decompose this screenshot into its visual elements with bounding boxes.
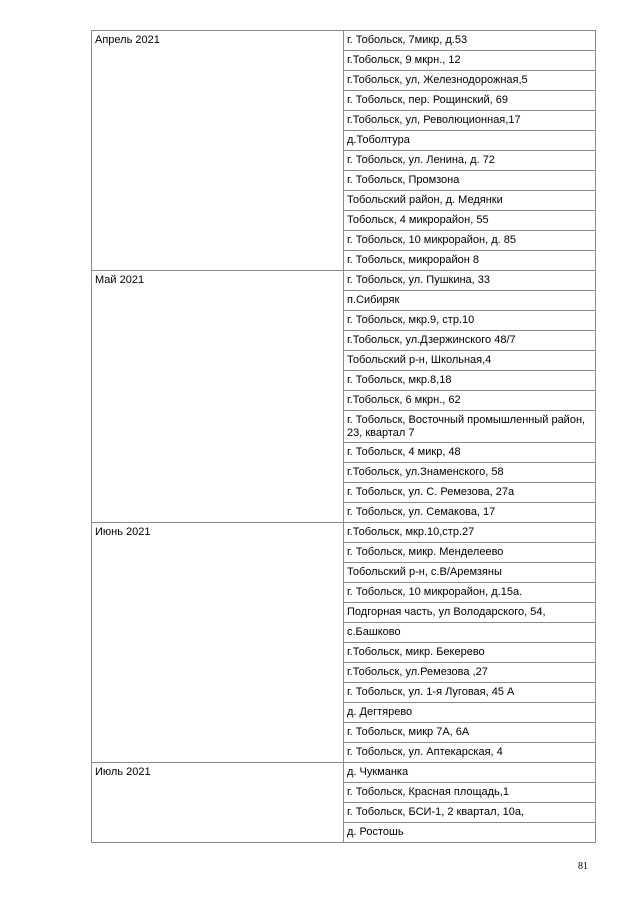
address-cell: г. Тобольск, мкр.8,18 <box>344 371 596 391</box>
address-cell: п.Сибиряк <box>344 291 596 311</box>
address-cell: г.Тобольск, 6 мкрн., 62 <box>344 391 596 411</box>
address-cell: г. Тобольск, микрорайон 8 <box>344 251 596 271</box>
address-cell: г.Тобольск, ул.Ремезова ,27 <box>344 663 596 683</box>
month-cell: Апрель 2021 <box>92 31 344 271</box>
address-cell: г.Тобольск, ул, Революционная,17 <box>344 111 596 131</box>
address-cell: с.Башково <box>344 623 596 643</box>
address-cell: д. Чукманка <box>344 763 596 783</box>
address-cell: г. Тобольск, пер. Рощинский, 69 <box>344 91 596 111</box>
month-cell: Июль 2021 <box>92 763 344 843</box>
address-cell: г. Тобольск, ул. Ленина, д. 72 <box>344 151 596 171</box>
table-row <box>92 31 596 51</box>
address-cell: г. Тобольск, Восточный промышленный район, 23, квартал 7 <box>344 411 596 443</box>
address-cell: г. Тобольск, микр. Менделеево <box>344 543 596 563</box>
address-cell: г. Тобольск, Красная площадь,1 <box>344 783 596 803</box>
address-cell: г. Тобольск, БСИ-1, 2 квартал, 10а, <box>344 803 596 823</box>
address-cell: д. Дегтярево <box>344 703 596 723</box>
month-cell: Июнь 2021 <box>92 523 344 763</box>
table-row <box>92 271 596 291</box>
address-cell: г. Тобольск, ул. Аптекарская, 4 <box>344 743 596 763</box>
month-cell: Май 2021 <box>92 271 344 523</box>
address-cell: Тобольский район, д. Медянки <box>344 191 596 211</box>
address-cell: г. Тобольск, ул. Семакова, 17 <box>344 503 596 523</box>
address-cell: г. Тобольск, 10 микрорайон, д. 85 <box>344 231 596 251</box>
address-cell: Тобольск, 4 микрорайон, 55 <box>344 211 596 231</box>
address-cell: Тобольский р-н, Школьная,4 <box>344 351 596 371</box>
table-row <box>92 523 596 543</box>
address-cell: Подгорная часть, ул Володарского, 54, <box>344 603 596 623</box>
address-cell: г. Тобольск, 4 микр, 48 <box>344 443 596 463</box>
address-cell: г. Тобольск, микр 7А, 6А <box>344 723 596 743</box>
address-cell: г. Тобольск, ул. 1-я Луговая, 45 А <box>344 683 596 703</box>
address-cell: г. Тобольск, ул. С. Ремезова, 27а <box>344 483 596 503</box>
address-cell: г.Тобольск, ул, Железнодорожная,5 <box>344 71 596 91</box>
address-cell: г. Тобольск, 7микр, д.53 <box>344 31 596 51</box>
address-cell: г. Тобольск, Промзона <box>344 171 596 191</box>
address-cell: г.Тобольск, ул.Знаменского, 58 <box>344 463 596 483</box>
address-cell: г. Тобольск, 10 микрорайон, д.15а. <box>344 583 596 603</box>
address-cell: г.Тобольск, мкр.10,стр.27 <box>344 523 596 543</box>
address-cell: д. Ростошь <box>344 823 596 843</box>
address-cell: г.Тобольск, микр. Бекерево <box>344 643 596 663</box>
table-row <box>92 763 596 783</box>
page-number: 81 <box>578 861 588 872</box>
address-cell: г. Тобольск, мкр.9, стр.10 <box>344 311 596 331</box>
address-cell: д.Тоболтура <box>344 131 596 151</box>
address-table <box>91 30 596 843</box>
address-cell: г.Тобольск, 9 мкрн., 12 <box>344 51 596 71</box>
address-cell: Тобольский р-н, с.В/Аремзяны <box>344 563 596 583</box>
address-cell: г.Тобольск, ул.Дзержинского 48/7 <box>344 331 596 351</box>
address-cell: г. Тобольск, ул. Пушкина, 33 <box>344 271 596 291</box>
